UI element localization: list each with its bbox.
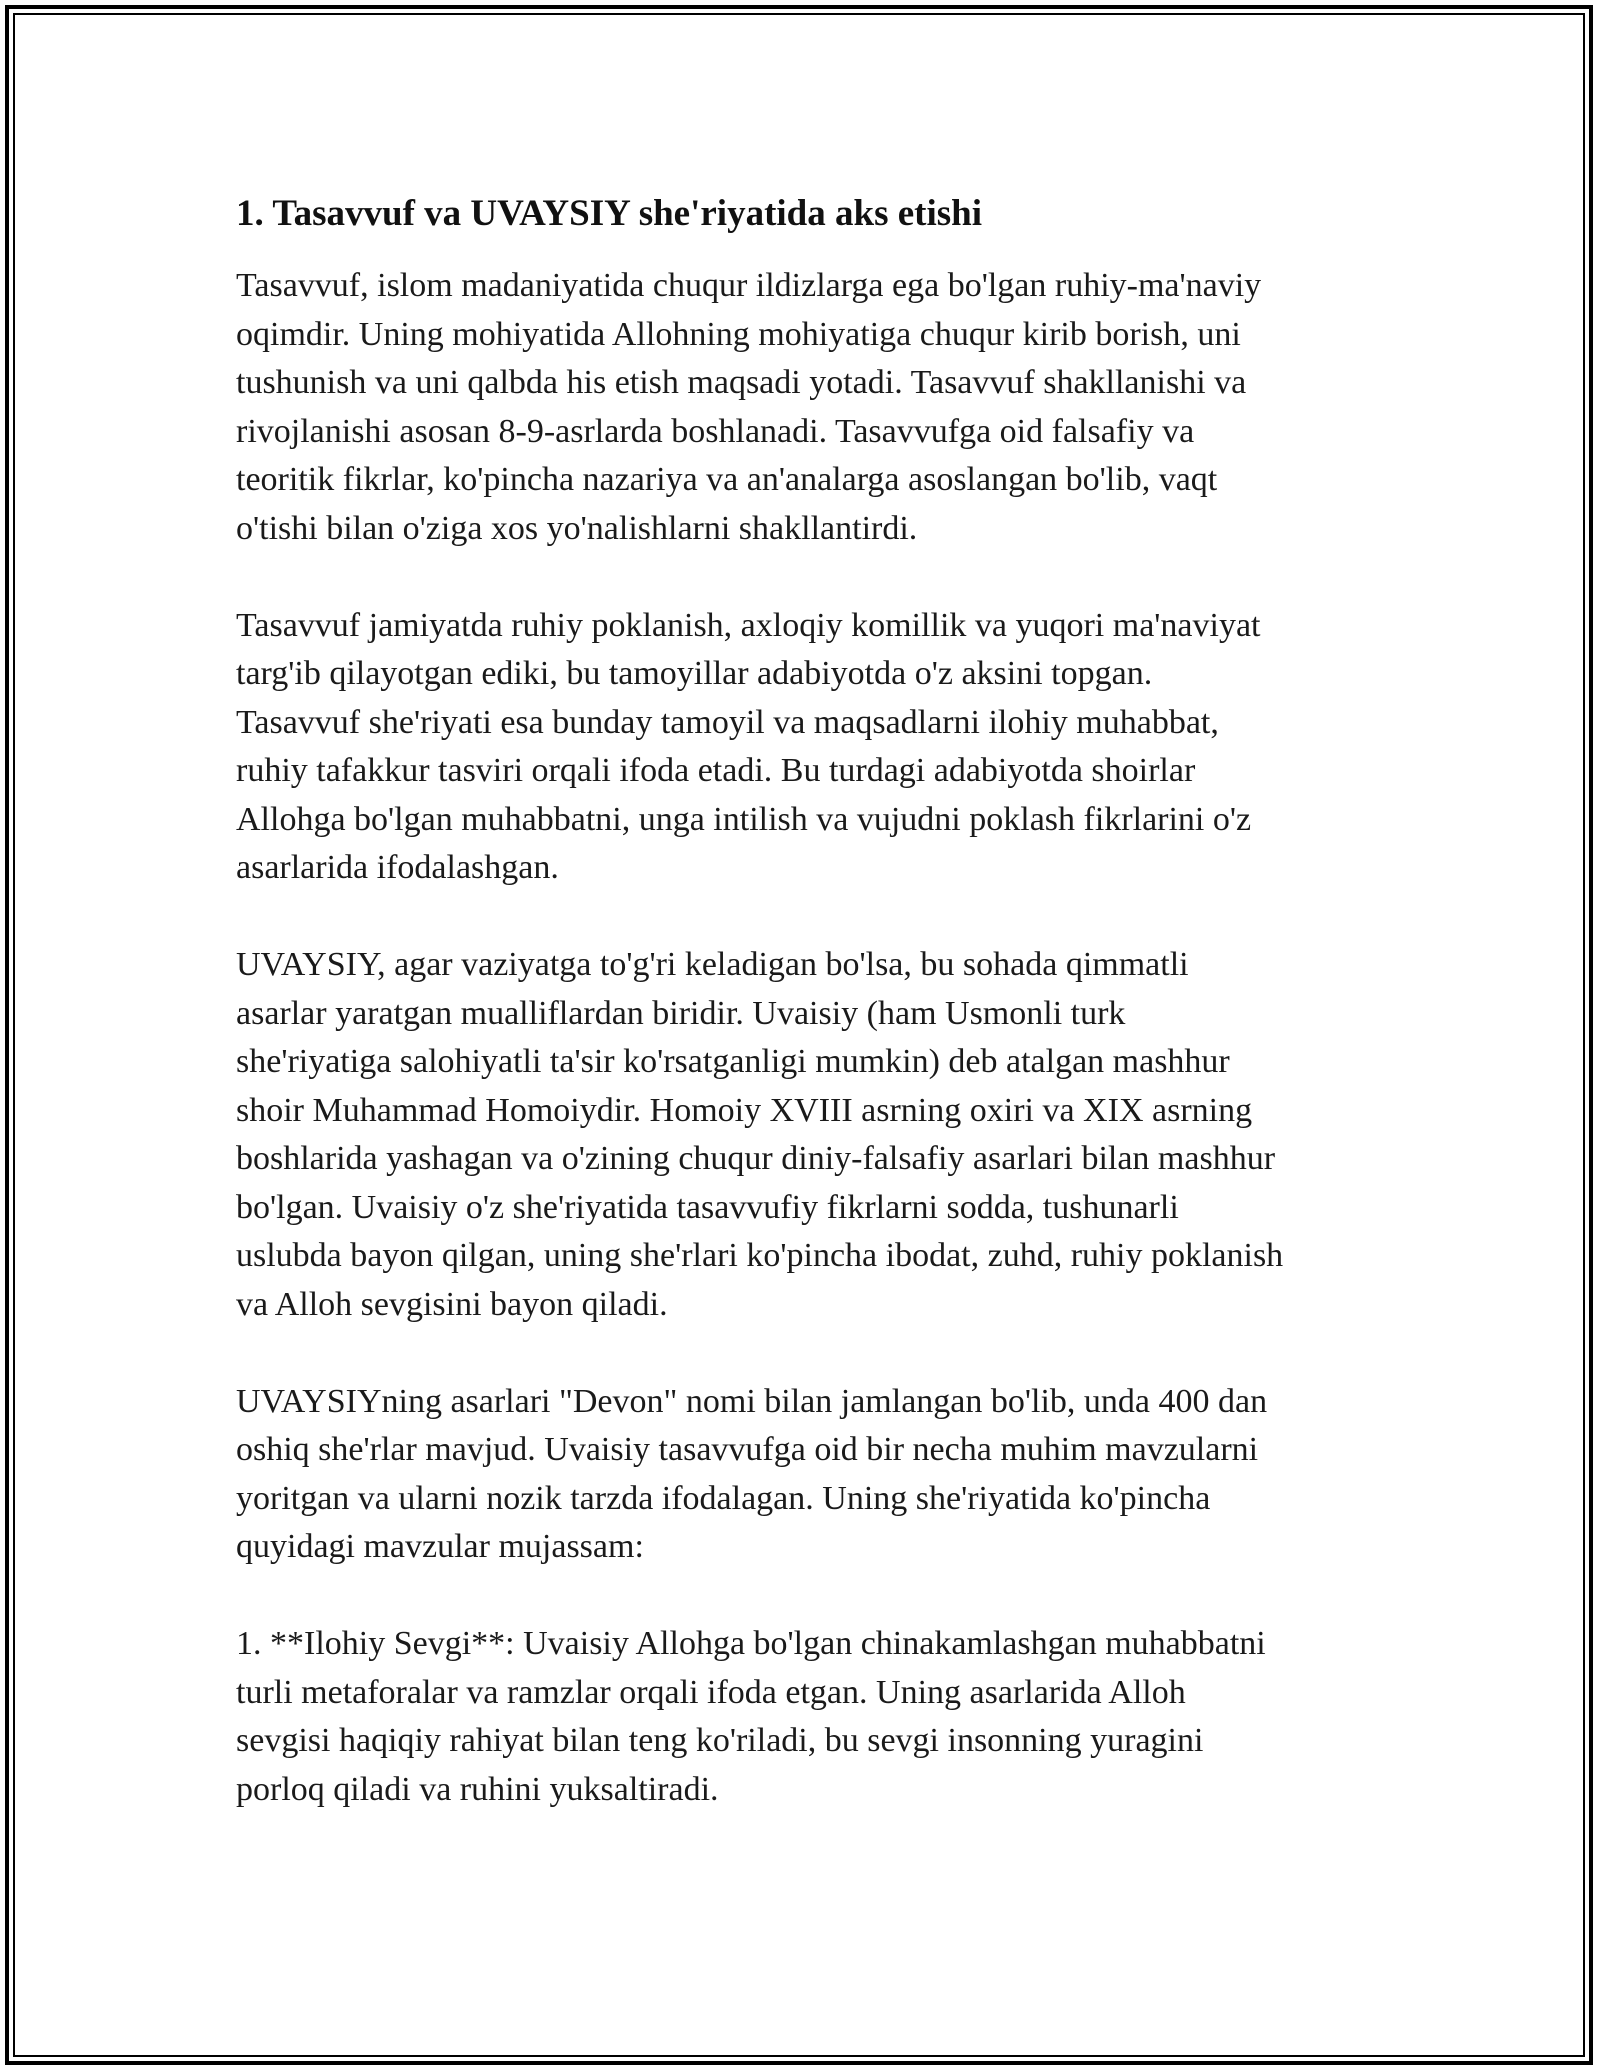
paragraph-line: uslubda bayon qilgan, uning she'rlari ko'pincha ibodat, zuhd, ruhiy poklanish	[236, 1237, 1284, 1274]
paragraph-line: asarlarida ifodalashgan.	[236, 849, 559, 886]
paragraph-line: Tasavvuf, islom madaniyatida chuqur ildizlarga ega bo'lgan ruhiy-ma'naviy	[236, 267, 1262, 304]
paragraph-line: sevgisi haqiqiy rahiyat bilan teng ko'riladi, bu sevgi insonning yuragini	[236, 1722, 1204, 1759]
paragraph-line: UVAYSIYning asarlari "Devon" nomi bilan jamlangan bo'lib, unda 400 dan	[236, 1382, 1268, 1420]
paragraph-line: porloq qiladi va ruhini yuksaltiradi.	[236, 1770, 719, 1808]
paragraph-line: asarlar yaratgan mualliflardan biridir. Uvaisiy (ham Usmonli turk	[236, 994, 1126, 1032]
paragraph	[236, 941, 1376, 1329]
paragraph-line: UVAYSIY, agar vaziyatga to'g'ri keladigan bo'lsa, bu sohada qimmatli	[236, 946, 1189, 983]
document-title: 1. Tasavvuf va UVAYSIY she'riyatida aks etishi	[236, 193, 983, 234]
paragraph	[236, 262, 1376, 553]
paragraph-line: shoir Muhammad Homoiydir. Homoiy XVIII asrning oxiri va XIX asrning	[236, 1091, 1253, 1129]
paragraph-line: oshiq she'rlar mavjud. Uvaisiy tasavvufga oid bir necha muhim mavzularni	[236, 1431, 1259, 1468]
paragraph-line: targ'ib qilayotgan ediki, bu tamoyillar adabiyotda o'z aksini topgan.	[236, 655, 1153, 692]
paragraph-line: 1. **Ilohiy Sevgi**: Uvaisiy Allohga bo'lgan chinakamlashgan muhabbatni	[236, 1625, 1266, 1662]
paragraph-line: she'riyatiga salohiyatli ta'sir ko'rsatganligi mumkin) deb atalgan mashhur	[236, 1043, 1230, 1080]
paragraph-line: boshlarida yashagan va o'zining chuqur diniy-falsafiy asarlari bilan mashhur	[236, 1140, 1276, 1177]
document-body	[236, 186, 1376, 1863]
paragraph	[236, 1378, 1376, 1572]
paragraph-line: teoritik fikrlar, ko'pincha nazariya va an'analarga asoslangan bo'lib, vaqt	[236, 461, 1218, 498]
paragraph-line: ruhiy tafakkur tasviri orqali ifoda etadi. Bu turdagi adabiyotda shoirlar	[236, 752, 1196, 789]
paragraph-line: rivojlanishi asosan 8-9-asrlarda boshlanadi. Tasavvufga oid falsafiy va	[236, 412, 1195, 450]
paragraph-list	[236, 262, 1376, 1814]
paragraph-line: Tasavvuf she'riyati esa bunday tamoyil va maqsadlarni ilohiy muhabbat,	[236, 703, 1219, 741]
paragraph-line: quyidagi mavzular mujassam:	[236, 1528, 644, 1565]
paragraph	[236, 602, 1376, 893]
paragraph-line: tushunish va uni qalbda his etish maqsadi yotadi. Tasavvuf shakllanishi va	[236, 364, 1247, 401]
paragraph-line: o'tishi bilan o'ziga xos yo'nalishlarni shakllantirdi.	[236, 509, 918, 547]
paragraph-line: va Alloh sevgisini bayon qiladi.	[236, 1285, 668, 1323]
paragraph	[236, 1620, 1376, 1814]
paragraph-line: yoritgan va ularni nozik tarzda ifodalagan. Uning she'riyatida ko'pincha	[236, 1479, 1211, 1517]
paragraph-line: oqimdir. Uning mohiyatida Allohning mohiyatiga chuqur kirib borish, uni	[236, 315, 1241, 353]
paragraph-line: Tasavvuf jamiyatda ruhiy poklanish, axloqiy komillik va yuqori ma'naviyat	[236, 606, 1261, 644]
paragraph-line: bo'lgan. Uvaisiy o'z she'riyatida tasavvufiy fikrlarni sodda, tushunarli	[236, 1188, 1179, 1226]
paragraph-line: turli metaforalar va ramzlar orqali ifoda etgan. Uning asarlarida Alloh	[236, 1673, 1186, 1711]
paragraph-line: Allohga bo'lgan muhabbatni, unga intilish va vujudni poklash fikrlarini o'z	[236, 800, 1252, 838]
